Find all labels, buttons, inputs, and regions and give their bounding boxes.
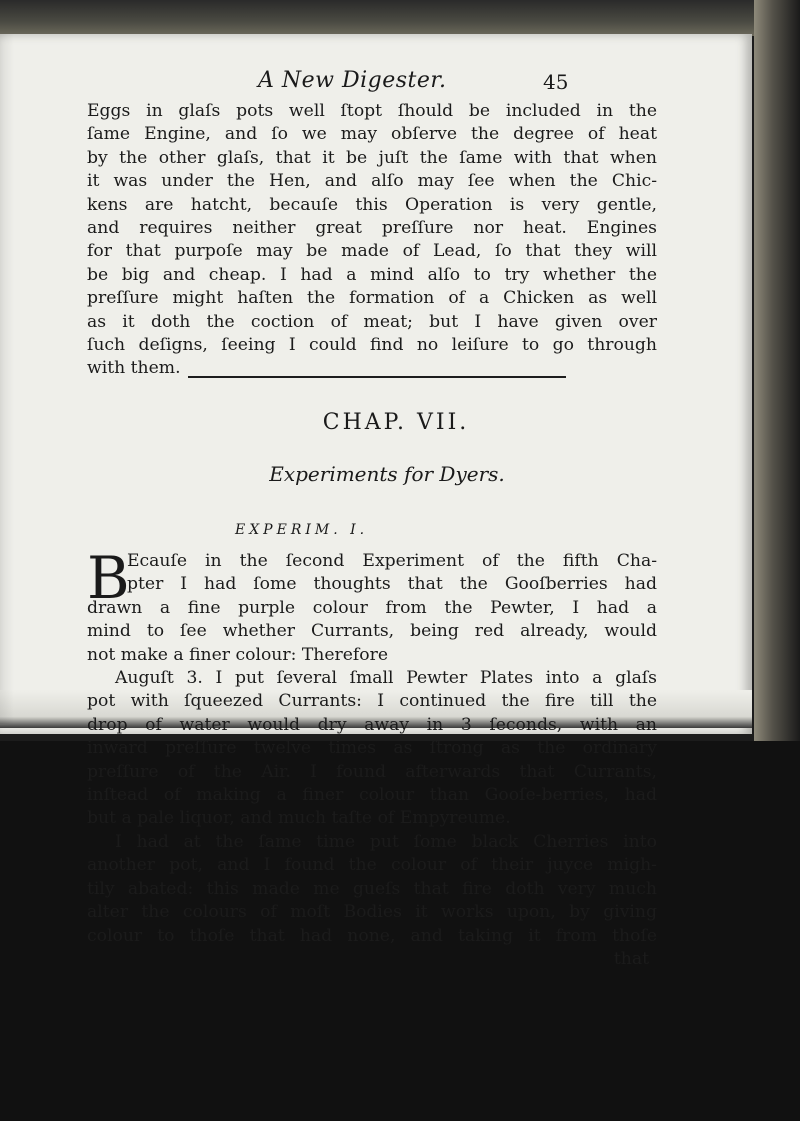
text-line: kens are hatcht, becauſe this Operation is very gentle, bbox=[87, 194, 657, 215]
text-line: mind to ſee whether Currants, being red already, would bbox=[87, 621, 657, 642]
text-line: colour to thoſe that had none, and taking it from thoſe bbox=[87, 925, 657, 946]
text-line: inſtead of making a finer colour than Gooſe-berries, had bbox=[87, 785, 657, 806]
drop-cap: B bbox=[87, 544, 130, 612]
text-line: as it doth the coction of meat; but I have given over bbox=[87, 311, 657, 332]
text-line: ſame Engine, and ſo we may obſerve the degree of heat bbox=[87, 124, 657, 145]
text-line: preſſure might haſten the formation of a Chicken as well bbox=[87, 288, 657, 309]
text-line-dated bbox=[87, 667, 657, 690]
text-line: but a pale liquor, and much taſte of Empyreume. bbox=[87, 808, 511, 829]
text-line: Ecauſe in the ſecond Experiment of the fifth Cha- bbox=[127, 551, 657, 571]
text-line: it was under the Hen, and alſo may ſee when the Chic- bbox=[87, 171, 657, 192]
catchword: that bbox=[613, 948, 649, 969]
text-line: pot with ſqueezed Currants: I continued the fire till the bbox=[87, 691, 657, 712]
chapter-subtitle: Experiments for Dyers. bbox=[269, 462, 505, 486]
text-line: ſuch deſigns, ſeeing I could find no leiſure to go through bbox=[87, 335, 657, 356]
paragraph-eggs bbox=[87, 100, 657, 381]
text-line: preſſure of the Air. I found afterwards that Currants, bbox=[87, 761, 657, 782]
text-line: be big and cheap. I had a mind alſo to try whether the bbox=[87, 264, 657, 285]
page-shadow bbox=[0, 34, 14, 724]
text-line: by the other glaſs, that it be juſt the ſame with that when bbox=[87, 147, 657, 168]
text-line: and requires neither great preſſure nor heat. Engines bbox=[87, 218, 657, 239]
paragraph-dyers bbox=[87, 544, 657, 971]
text-line: Eggs in glaſs pots well ſtopt ſhould be included in the bbox=[87, 101, 657, 121]
chapter-heading: CHAP. VII. bbox=[322, 410, 470, 435]
text-line: not make a finer colour: Therefore bbox=[87, 644, 389, 665]
text-line: drawn a fine purple colour from the Pewter, I had a bbox=[87, 597, 657, 618]
text-line-content: Auguſt 3. I put ſeveral ſmall Pewter Plates into a glaſs bbox=[115, 668, 657, 689]
running-title: A New Digester. bbox=[258, 68, 447, 93]
text-line: tily abated: this made me gueſs that fire doth very much bbox=[87, 878, 657, 899]
text-line: with them. bbox=[87, 358, 181, 379]
text-line: pter I had ſome thoughts that the Gooſberries had bbox=[127, 574, 657, 595]
text-line: for that purpoſe may be made of Lead, ſo that they will bbox=[87, 241, 657, 262]
experiment-heading: EXPERIM. I. bbox=[235, 522, 369, 538]
section-rule bbox=[188, 376, 566, 378]
running-head bbox=[0, 68, 752, 98]
text-line: I had at the ſame time put ſome black Cherries into bbox=[115, 831, 657, 852]
text-line: inward preſſure twelve times as ſtrong as the ordinary bbox=[87, 738, 657, 759]
text-line: another pot, and I found the colour of their juyce migh- bbox=[87, 855, 657, 876]
page-number: 45 bbox=[543, 70, 569, 94]
text-line: drop of water would dry away in 3 ſeconds, with an bbox=[87, 714, 657, 735]
text-line: alter the colours of moſt Bodies it works upon, by giving bbox=[87, 902, 657, 923]
scan-top-edge bbox=[0, 0, 800, 36]
